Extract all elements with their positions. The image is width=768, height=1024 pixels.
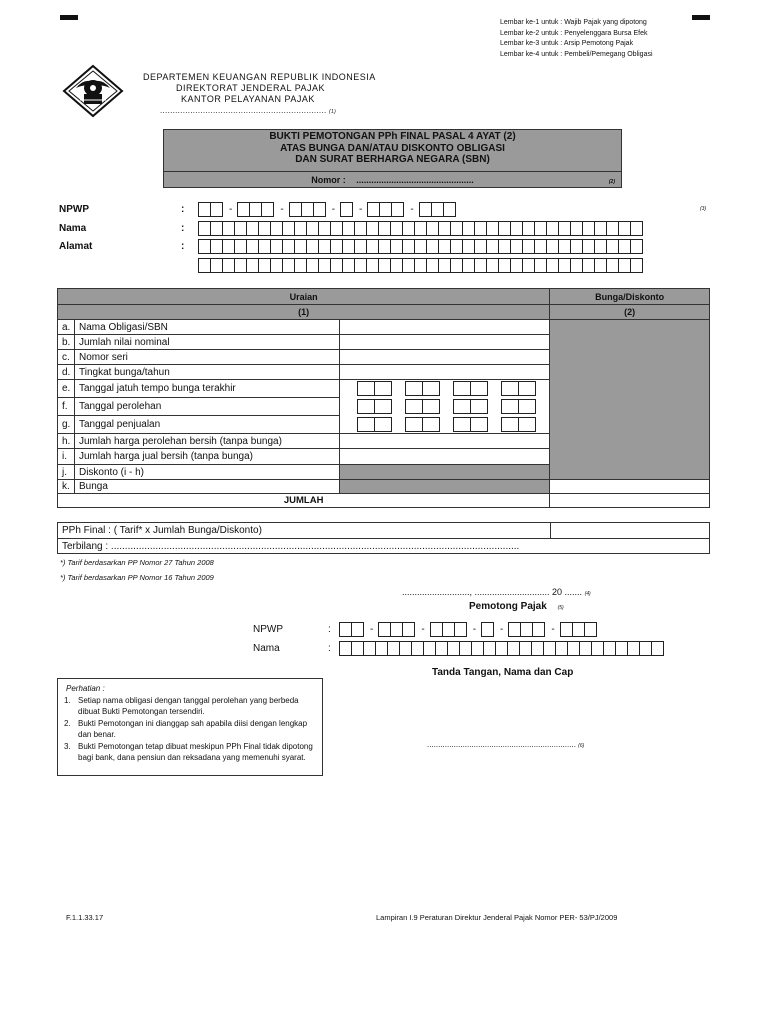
item-label: Tingkat bunga/tahun [74, 365, 339, 380]
char-box[interactable] [453, 381, 471, 396]
copy-line: Lembar ke-2 untuk : Penyelenggara Bursa Efek [500, 29, 648, 37]
form-title-box [163, 129, 622, 188]
char-box[interactable] [630, 258, 643, 273]
colon: : [181, 241, 185, 252]
nama-input-boxes[interactable] [198, 221, 642, 236]
header-num-2: (2) [550, 305, 710, 320]
ministry-emblem-logo [62, 64, 124, 118]
char-box[interactable] [405, 417, 423, 432]
item-value[interactable] [340, 380, 550, 398]
pph-final-divider [550, 523, 551, 538]
date-boxes[interactable] [340, 381, 549, 396]
nomor-label: Nomor : [311, 175, 346, 185]
item-value[interactable] [340, 320, 550, 335]
jumlah-label: JUMLAH [58, 494, 550, 508]
dash-separator: - [229, 204, 233, 215]
signature-line[interactable] [427, 740, 584, 749]
terbilang-line[interactable]: Terbilang : ................................................................................................................................................... [62, 541, 520, 552]
list-item [64, 695, 316, 718]
registration-mark [60, 15, 78, 20]
copy-distribution [500, 18, 653, 60]
item-letter: c. [58, 350, 75, 365]
item-value[interactable] [340, 416, 550, 434]
jumlah-value[interactable] [550, 494, 710, 508]
registration-mark [692, 15, 710, 20]
char-box[interactable] [357, 381, 375, 396]
date-boxes[interactable] [340, 417, 549, 432]
dash-separator: - [551, 624, 555, 635]
colon: : [328, 624, 331, 635]
pph-final-block [57, 522, 710, 554]
office-line [160, 106, 336, 115]
list-item [64, 718, 316, 741]
char-box[interactable] [443, 202, 456, 217]
item-value[interactable] [340, 465, 550, 480]
char-box[interactable] [470, 381, 488, 396]
bunga-value[interactable] [550, 480, 710, 494]
item-letter: a. [58, 320, 75, 335]
note-marker: (6) [578, 743, 585, 749]
regulation-reference: Lampiran I.9 Peraturan Direktur Jenderal Pajak Nomor PER- 53/PJ/2009 [376, 913, 618, 922]
list-number: 2. [64, 718, 71, 728]
header-bunga-diskonto: Bunga/Diskonto [550, 289, 710, 305]
item-value[interactable] [340, 398, 550, 416]
copy-line: Lembar ke-3 untuk : Arsip Pemotong Pajak [500, 40, 634, 47]
office-dots: .................................................................. [160, 106, 327, 115]
colon: : [181, 223, 185, 234]
directorate-name: DIREKTORAT JENDERAL PAJAK [176, 83, 326, 93]
npwp-input-boxes[interactable] [198, 202, 455, 217]
char-box[interactable] [405, 399, 423, 414]
signer-nama-input-boxes[interactable] [339, 641, 663, 656]
note-marker: (3) [700, 206, 707, 212]
dash-separator: - [280, 204, 284, 215]
nomor-row [164, 171, 621, 188]
char-box[interactable] [501, 417, 519, 432]
detail-table [57, 288, 710, 508]
char-box[interactable] [422, 417, 440, 432]
signer-npwp-label: NPWP [253, 624, 283, 635]
list-text: Bukti Pemotongan tetap dibuat meskipun PPh Final tidak dipotong bagi bank, dana pensiun dan reksadana yang memenuhi syarat. [78, 741, 313, 762]
char-box[interactable] [501, 399, 519, 414]
table-row [58, 320, 710, 335]
office-name: KANTOR PELAYANAN PAJAK [181, 94, 315, 104]
title-line-3: DAN SURAT BERHARGA NEGARA (SBN) [295, 154, 490, 165]
department-name: DEPARTEMEN KEUANGAN REPUBLIK INDONESIA [143, 72, 376, 82]
date-line[interactable] [402, 587, 591, 597]
item-label: Jumlah nilai nominal [74, 335, 339, 350]
dash-separator: - [359, 204, 363, 215]
perhatian-title: Perhatian : [66, 684, 105, 693]
item-letter: h. [58, 434, 75, 449]
char-box[interactable] [651, 641, 664, 656]
perhatian-box [57, 678, 323, 776]
item-label: Nomor seri [74, 350, 339, 365]
title-line-1: BUKTI PEMOTONGAN PPh FINAL PASAL 4 AYAT (2) [269, 131, 516, 142]
list-text: Bukti Pemotongan ini dianggap sah apabila diisi dengan lengkap dan benar. [78, 718, 308, 739]
item-letter: g. [58, 416, 75, 434]
colon: : [328, 643, 331, 654]
char-box[interactable] [470, 399, 488, 414]
department-header [143, 72, 376, 105]
item-label: Jumlah harga jual bersih (tanpa bunga) [74, 449, 339, 465]
char-box[interactable] [374, 399, 392, 414]
item-value[interactable] [340, 434, 550, 449]
form-code: F.1.1.33.17 [66, 913, 104, 922]
note-marker: (2) [608, 179, 615, 185]
perhatian-list [64, 695, 316, 764]
dash-separator: - [472, 624, 477, 635]
dash-separator: - [370, 624, 374, 635]
alamat-input-boxes-line1[interactable] [198, 239, 642, 254]
item-label: Jumlah harga perolehan bersih (tanpa bunga) [74, 434, 339, 449]
char-box[interactable] [630, 239, 643, 254]
item-label: Tanggal perolehan [74, 398, 339, 416]
pemotong-pajak-heading [469, 601, 564, 612]
item-letter: b. [58, 335, 75, 350]
footnote: *) Tarif berdasarkan PP Nomor 16 Tahun 2009 [60, 573, 214, 582]
pemotong-label: Pemotong Pajak [469, 601, 547, 612]
title-line-2: ATAS BUNGA DAN/ATAU DISKONTO OBLIGASI [280, 142, 505, 154]
char-box[interactable] [518, 417, 536, 432]
item-value[interactable] [340, 449, 550, 465]
char-box[interactable] [422, 381, 440, 396]
alamat-label: Alamat [59, 241, 93, 252]
item-value[interactable] [340, 480, 550, 494]
note-marker: (4) [584, 591, 591, 597]
char-box[interactable] [501, 381, 519, 396]
signature-instruction: Tanda Tangan, Nama dan Cap [432, 667, 574, 678]
item-letter: e. [58, 380, 75, 398]
char-box[interactable] [374, 381, 392, 396]
item-letter: j. [58, 465, 75, 480]
nama-label: Nama [59, 223, 87, 234]
dash-separator: - [331, 204, 336, 215]
item-value[interactable] [340, 350, 550, 365]
list-item [64, 741, 316, 764]
alamat-input-boxes-line2[interactable] [198, 258, 642, 273]
item-label: Tanggal penjualan [74, 416, 339, 434]
char-box[interactable] [630, 221, 643, 236]
note-marker: (5) [557, 605, 564, 611]
char-box[interactable] [470, 417, 488, 432]
header-num-1: (1) [58, 305, 550, 320]
signature-dots: ................................................................... [427, 740, 576, 749]
header-uraian: Uraian [58, 289, 550, 305]
nomor-field[interactable]: ............................................... [356, 175, 474, 185]
char-box[interactable] [584, 622, 597, 637]
item-value[interactable] [340, 335, 550, 350]
char-box[interactable] [374, 417, 392, 432]
signer-nama-label: Nama [253, 643, 280, 654]
dash-separator: - [421, 624, 425, 635]
char-box[interactable] [357, 399, 375, 414]
footnote: *) Tarif berdasarkan PP Nomor 27 Tahun 2008 [60, 558, 214, 567]
place-date-field: ..........................., .............................. 20 ....... [402, 587, 583, 597]
item-label: Tanggal jatuh tempo bunga terakhir [74, 380, 339, 398]
item-value[interactable] [340, 365, 550, 380]
dash-separator: - [500, 624, 504, 635]
signer-npwp-input-boxes[interactable] [339, 622, 596, 637]
item-letter: f. [58, 398, 75, 416]
colon: : [181, 204, 185, 215]
table-row [58, 480, 710, 494]
pph-final-label: PPh Final : ( Tarif* x Jumlah Bunga/Diskonto) [62, 525, 262, 536]
list-number: 3. [64, 741, 71, 751]
npwp-label: NPWP [59, 204, 89, 215]
list-text: Setiap nama obligasi dengan tanggal perolehan yang berbeda dibuat Bukti Pemotongan tersendiri. [78, 695, 299, 716]
item-label: Bunga [74, 480, 339, 494]
item-letter: k. [58, 480, 75, 494]
char-box[interactable] [405, 381, 423, 396]
list-number: 1. [64, 695, 71, 705]
item-label: Diskonto (i - h) [74, 465, 339, 480]
char-box[interactable] [518, 399, 536, 414]
bunga-diskonto-shaded [550, 320, 710, 480]
date-boxes[interactable] [340, 399, 549, 414]
item-letter: d. [58, 365, 75, 380]
char-box[interactable] [357, 417, 375, 432]
item-letter: i. [58, 449, 75, 465]
copy-line: Lembar ke-1 untuk : Wajib Pajak yang dipotong [500, 19, 647, 26]
copy-line: Lembar ke-4 untuk : Pembeli/Pemegang Obligasi [500, 50, 653, 58]
char-box[interactable] [453, 417, 471, 432]
char-box[interactable] [422, 399, 440, 414]
char-box[interactable] [518, 381, 536, 396]
note-marker: (1) [329, 109, 337, 115]
dash-separator: - [410, 204, 414, 215]
char-box[interactable] [453, 399, 471, 414]
item-label: Nama Obligasi/SBN [74, 320, 339, 335]
table-items [58, 320, 710, 494]
